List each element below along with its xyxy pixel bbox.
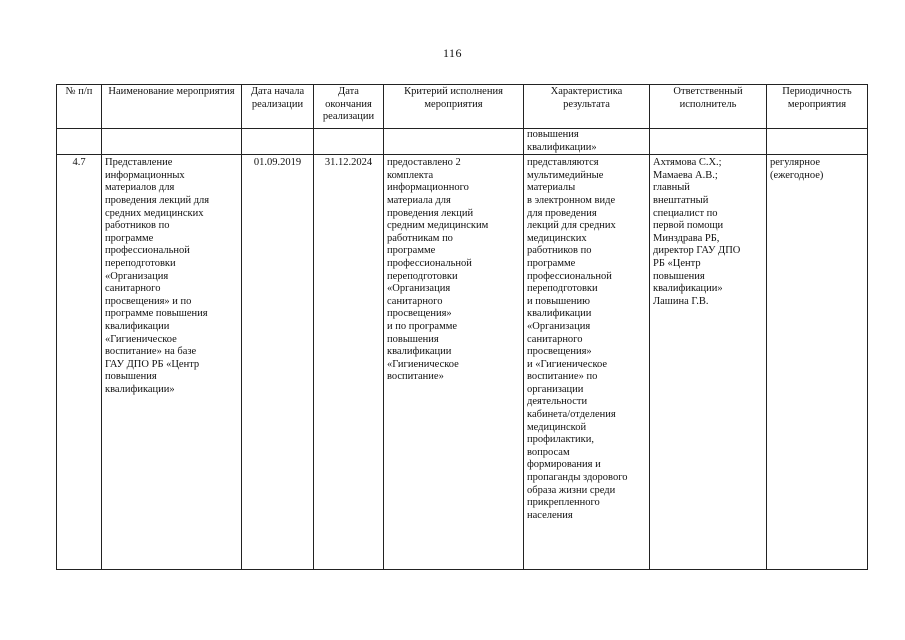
header-end-date: Дата окончания реализации [314,85,384,129]
continuation-result-cell: повышения квалификации» [524,129,650,155]
header-criterion: Критерий исполнения мероприятия [384,85,524,129]
table-cell [102,129,242,155]
header-periodicity: Периодичность мероприятия [767,85,868,129]
row-start-date-cell: 01.09.2019 [242,155,314,570]
table-cell [57,129,102,155]
table-cell [767,129,868,155]
table-header-row [57,85,868,129]
row-responsible-cell: Ахтямова С.Х.; Мамаева А.В.; главный внештатный специалист по первой помощи Минздрава РБ, директор ГАУ ДПО РБ «Центр повышения квалификации» Лашина Г.В. [650,155,767,570]
header-start-date: Дата начала реализации [242,85,314,129]
table-cell [384,129,524,155]
row-name-cell: Представление информационных материалов для проведения лекций для средних медицинских работников по программе профессиональной переподготовки «Организация санитарного просвещения» и по программе повышения квалификации «Гигиеническое воспитание» на базе ГАУ ДПО РБ «Центр повышения квалификации» [102,155,242,570]
row-result-cell: представляются мультимедийные материалы в электронном виде для проведения лекций для средних медицинских работников по программе профессиональной переподготовки и повышению квалификации «Организация санитарного просвещения» и «Гигиеническое воспитание» по организации деятельности кабинета/отделения медицинской профилактики, вопросам формирования и пропаганды здорового образа жизни среди прикрепленного населения [524,155,650,570]
row-periodicity-cell: регулярное (ежегодное) [767,155,868,570]
table-cell [650,129,767,155]
header-responsible: Ответственный исполнитель [650,85,767,129]
header-name: Наименование мероприятия [102,85,242,129]
row-number-cell: 4.7 [57,155,102,570]
row-criterion-cell: предоставлено 2 комплекта информационного материала для проведения лекций средним медицинским работникам по программе профессиональной переподготовки «Организация санитарного просвещения» и по программе повышения квалификации «Гигиеническое воспитание» [384,155,524,570]
table-cell [242,129,314,155]
table-row [57,155,868,570]
header-number: № п/п [57,85,102,129]
page-number: 116 [442,46,463,60]
row-end-date-cell: 31.12.2024 [314,155,384,570]
continuation-row [57,129,868,155]
header-result: Характеристика результата [524,85,650,129]
activities-table [56,84,868,570]
table-cell [314,129,384,155]
